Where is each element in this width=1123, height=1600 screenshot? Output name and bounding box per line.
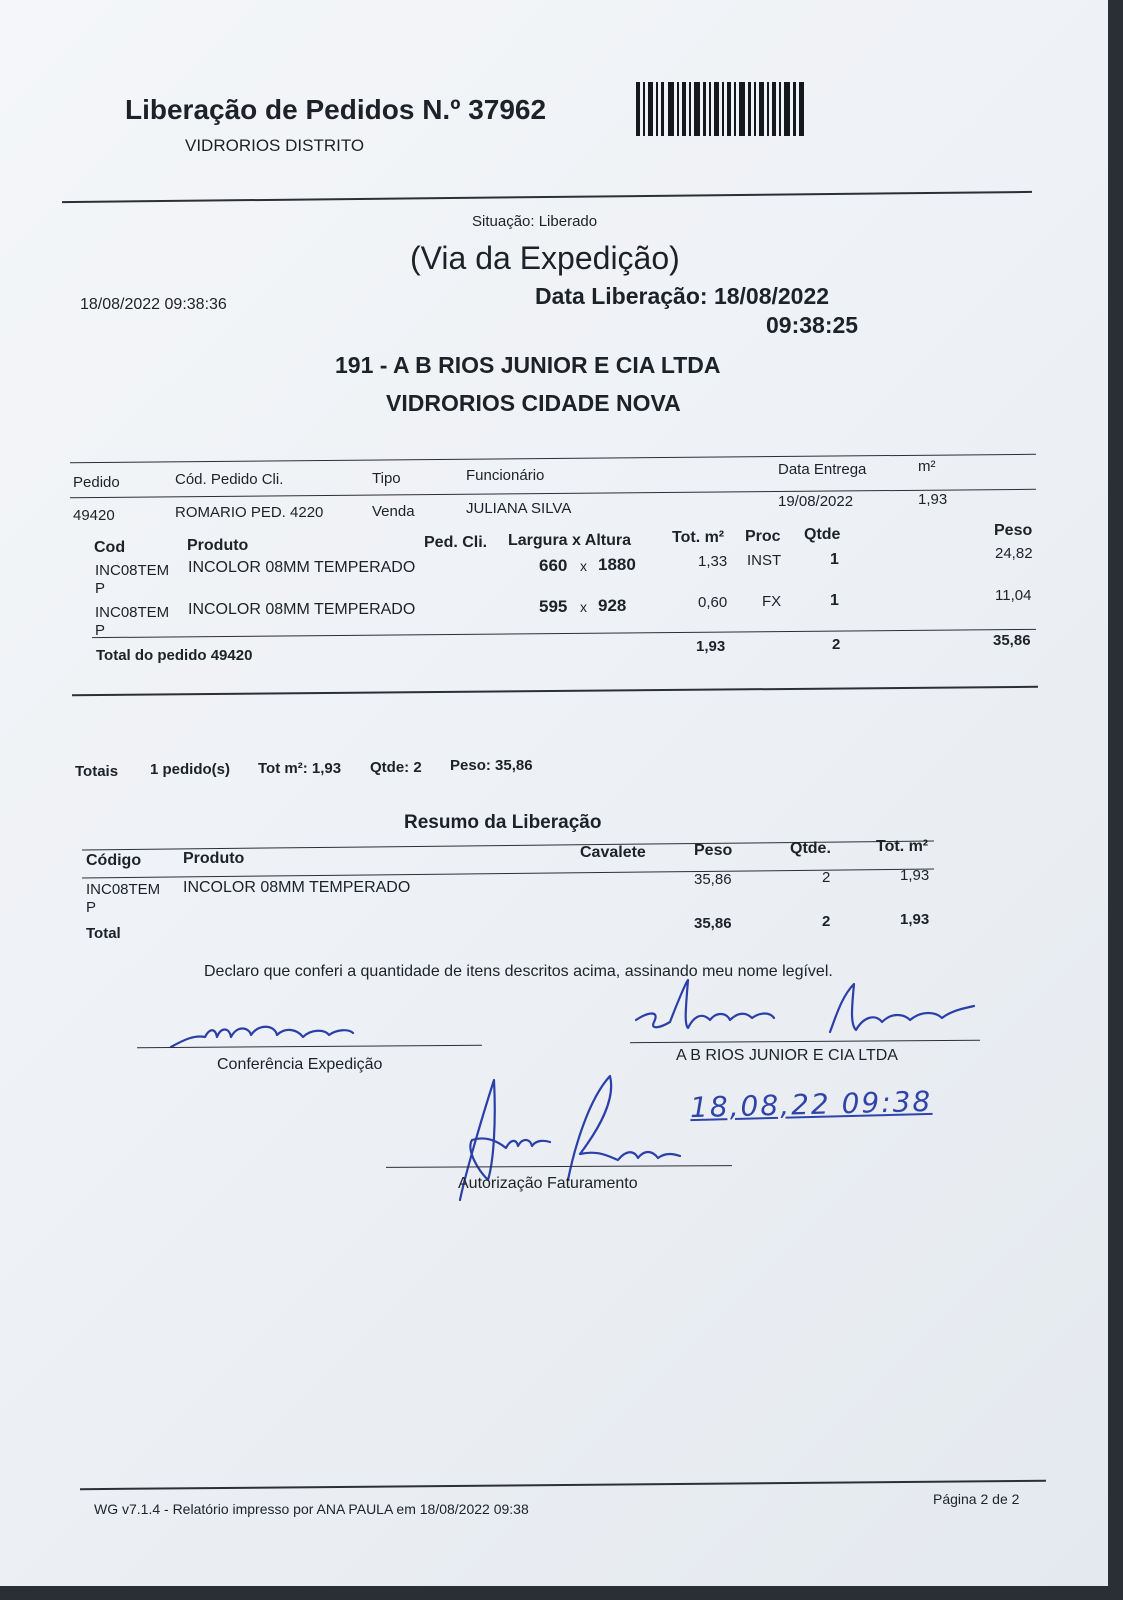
signature-label-conferencia: Conferência Expedição xyxy=(217,1056,383,1073)
item-1-peso: 24,82 xyxy=(995,545,1033,562)
declaration-text: Declaro que conferi a quantidade de itens descritos acima, assinando meu nome legível. xyxy=(204,963,833,980)
summary-total-tot-m2: 1,93 xyxy=(900,911,930,928)
item-1-qtde: 1 xyxy=(830,551,839,568)
item-header-peso: Peso xyxy=(994,522,1033,539)
item-2-cod-suffix: P xyxy=(95,622,106,639)
summary-total-peso: 35,86 xyxy=(694,915,732,932)
totals-qtde: Qtde: 2 xyxy=(370,759,422,776)
item-1-proc: INST xyxy=(747,552,782,569)
order-header-rule xyxy=(70,489,1036,498)
item-header-largura-altura: Largura x Altura xyxy=(508,532,631,549)
summary-row-tot-m2: 1,93 xyxy=(900,867,930,884)
order-total-peso: 35,86 xyxy=(993,632,1031,649)
order-table-top-rule xyxy=(70,454,1036,463)
order-total-qtde: 2 xyxy=(832,636,841,653)
summary-header-peso: Peso xyxy=(694,842,733,859)
totals-tot-m2: Tot m²: 1,93 xyxy=(258,760,342,777)
item-1-tot-m2: 1,33 xyxy=(698,553,728,570)
order-total-label: Total do pedido 49420 xyxy=(96,647,253,664)
item-header-cod: Cod xyxy=(94,539,126,556)
item-1-altura: 1880 xyxy=(598,555,636,574)
order-total-m2: 1,93 xyxy=(696,638,726,655)
document-title: Liberação de Pedidos N.º 37962 xyxy=(125,94,547,125)
totals-pedidos: 1 pedido(s) xyxy=(150,761,231,778)
item-1-cod: INC08TEM xyxy=(95,562,170,579)
summary-total-qtde: 2 xyxy=(822,913,831,930)
order-header-m2: m² xyxy=(918,458,936,475)
item-header-tot-m2: Tot. m² xyxy=(672,529,725,546)
item-1-produto: INCOLOR 08MM TEMPERADO xyxy=(188,559,416,576)
item-1-x: x xyxy=(580,558,587,574)
order-m2: 1,93 xyxy=(918,491,948,508)
copy-label: (Via da Expedição) xyxy=(410,240,680,276)
item-2-largura: 595 xyxy=(539,597,568,616)
order-header-data-entrega: Data Entrega xyxy=(778,461,867,478)
item-1-cod-suffix: P xyxy=(95,580,106,597)
order-table-bottom-rule xyxy=(72,686,1038,696)
handwritten-date: 18,08,22 09:38 xyxy=(689,1084,933,1125)
order-tipo: Venda xyxy=(372,503,415,520)
summary-header-cavalete: Cavalete xyxy=(580,844,646,861)
summary-row-qtde: 2 xyxy=(822,869,831,886)
signature-cliente xyxy=(630,976,990,1046)
footer-rule xyxy=(80,1480,1046,1490)
company-name: VIDRORIOS DISTRITO xyxy=(185,136,365,155)
footer-printed-by: WG v7.1.4 - Relatório impresso por ANA PAULA em 18/08/2022 09:38 xyxy=(94,1501,529,1517)
item-2-altura: 928 xyxy=(598,596,627,615)
header-divider xyxy=(62,191,1032,203)
summary-row-codigo: INC08TEM xyxy=(86,881,161,898)
summary-row-peso: 35,86 xyxy=(694,871,732,888)
order-pedido: 49420 xyxy=(73,507,115,524)
customer-name: 191 - A B RIOS JUNIOR E CIA LTDA xyxy=(335,352,721,378)
item-2-qtde: 1 xyxy=(830,592,839,609)
release-time: 09:38:25 xyxy=(766,312,859,338)
order-header-tipo: Tipo xyxy=(372,470,401,487)
summary-header-codigo: Código xyxy=(86,852,142,869)
order-header-funcionario: Funcionário xyxy=(466,467,545,484)
barcode-icon xyxy=(636,82,808,136)
item-2-peso: 11,04 xyxy=(995,587,1032,604)
status-label: Situação: Liberado xyxy=(472,213,598,230)
order-funcionario: JULIANA SILVA xyxy=(466,500,572,517)
item-2-proc: FX xyxy=(762,593,782,610)
printed-at: 18/08/2022 09:38:36 xyxy=(80,296,227,313)
order-data-entrega: 19/08/2022 xyxy=(778,493,854,510)
summary-total-label: Total xyxy=(86,925,121,942)
signature-label-cliente: A B RIOS JUNIOR E CIA LTDA xyxy=(676,1047,898,1064)
summary-header-tot-m2: Tot. m² xyxy=(876,838,929,855)
summary-header-qtde: Qtde. xyxy=(790,840,831,857)
item-2-cod: INC08TEM xyxy=(95,604,170,621)
summary-row-codigo-suffix: P xyxy=(86,899,97,916)
order-header-cod-pedido-cli: Cód. Pedido Cli. xyxy=(175,471,284,488)
item-2-tot-m2: 0,60 xyxy=(698,594,728,611)
item-2-produto: INCOLOR 08MM TEMPERADO xyxy=(188,601,416,618)
signature-label-autorizacao: Autorização Faturamento xyxy=(458,1175,638,1192)
summary-title: Resumo da Liberação xyxy=(404,812,602,833)
summary-row-produto: INCOLOR 08MM TEMPERADO xyxy=(183,879,411,896)
item-header-proc: Proc xyxy=(745,528,781,545)
summary-header-produto: Produto xyxy=(183,850,245,867)
signature-autorizacao xyxy=(448,1070,688,1220)
item-2-x: x xyxy=(580,599,587,615)
footer-page-number: Página 2 de 2 xyxy=(933,1491,1020,1507)
order-header-pedido: Pedido xyxy=(73,474,120,491)
order-total-rule xyxy=(92,629,1036,638)
summary-header-rule xyxy=(82,869,934,879)
item-header-ped-cli: Ped. Cli. xyxy=(424,534,488,551)
totals-label: Totais xyxy=(75,763,119,780)
customer-unit: VIDRORIOS CIDADE NOVA xyxy=(386,390,681,416)
item-header-produto: Produto xyxy=(187,537,249,554)
order-cod-pedido-cli: ROMARIO PED. 4220 xyxy=(175,504,324,521)
release-date: Data Liberação: 18/08/2022 xyxy=(535,283,830,309)
totals-peso: Peso: 35,86 xyxy=(450,757,533,774)
signature-conferencia xyxy=(165,1015,375,1055)
item-header-qtde: Qtde xyxy=(804,526,841,543)
item-1-largura: 660 xyxy=(539,556,568,575)
